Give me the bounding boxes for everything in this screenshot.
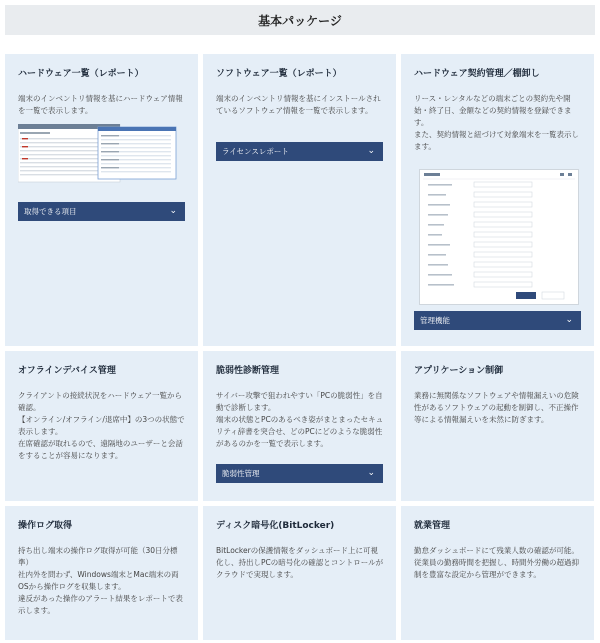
chevron-down-icon: ⌄ <box>565 315 573 325</box>
card-desc: また、契約情報と紐づけて対象端末を一覧表示します。 <box>414 130 579 151</box>
dropdown-management-features[interactable] <box>414 311 581 330</box>
card-title: ハードウェア一覧（レポート） <box>18 69 144 79</box>
card-title: 就業管理 <box>414 521 451 531</box>
contract-form-screenshot <box>419 169 579 305</box>
card-desc: 違反があった操作のアラート結果をレポートで表示します。 <box>18 594 183 615</box>
card-desc: リース・レンタルなどの端末ごとの契約先や開始・終了日、金額などの契約情報を登録できます。 <box>414 94 572 127</box>
card-desc: BitLockerの保護情報をダッシュボード上に可視化し、持出しPCの暗号化の確認とコントロールがクラウドで実現します。 <box>216 546 384 579</box>
card-title: ソフトウェア一覧（レポート） <box>216 69 342 79</box>
card-app-control <box>401 351 594 501</box>
dropdown-label: 脆弱性管理 <box>222 469 260 478</box>
card-desc: 【オンライン/オフライン/退席中】の3つの状態で表示します。 <box>18 415 185 436</box>
card-desc: 勤怠ダッシュボードにて残業人数の確認が可能。 <box>414 546 579 555</box>
card-title: ディスク暗号化(BitLocker) <box>216 521 335 531</box>
card-title: 脆弱性診断管理 <box>216 366 280 376</box>
card-desc: 業務に無関係なソフトウェアや情報漏えいの危険性があるソフトウェアの起動を制御し、不正操作等による情報漏えいを未然に防ぎます。 <box>414 391 579 424</box>
card-desc: 端末のインベントリ情報を基にハードウェア情報を一覧で表示します。 <box>18 94 183 115</box>
card-title: オフラインデバイス管理 <box>18 366 116 376</box>
card-desc: 従業員の勤務時間を把握し、時間外労働の超過抑制を豊富な設定から管理ができます。 <box>414 558 579 579</box>
dropdown-label: 管理機能 <box>420 316 450 325</box>
card-operation-log <box>5 506 198 640</box>
dropdown-license-report[interactable] <box>216 142 383 161</box>
card-desc: サイバー攻撃で狙われやすい「PCの脆弱性」を自動で診断します。 <box>216 391 383 412</box>
package-grid <box>5 54 595 640</box>
card-desc: 端末のインベントリ情報を基にインストールされているソフトウェア情報を一覧で表示します。 <box>216 94 381 115</box>
card-hardware-list <box>5 54 198 346</box>
chevron-down-icon: ⌄ <box>367 468 375 478</box>
dropdown-acquired-items[interactable] <box>18 202 185 221</box>
dropdown-label: 取得できる項目 <box>24 207 77 216</box>
card-software-list <box>203 54 396 346</box>
page-title: 基本パッケージ <box>258 13 342 28</box>
card-disk-encryption <box>203 506 396 640</box>
card-vulnerability <box>203 351 396 501</box>
card-title: 操作ログ取得 <box>18 521 73 531</box>
card-hardware-contract <box>401 54 594 346</box>
dropdown-label: ライセンスレポート <box>222 147 289 156</box>
card-title: ハードウェア契約管理／棚卸し <box>414 69 540 79</box>
hardware-list-screenshot <box>18 124 178 184</box>
card-desc: 端末の状態とPCのあるべき姿がまとまったセキュリティ辞書を突合せ、どのPCにどのような脆弱性があるのかを一覧で表示します。 <box>216 415 384 448</box>
card-desc: 持ち出し端末の操作ログ取得が可能（30日分標準） <box>18 546 178 567</box>
card-desc: 社内外を問わず、Windows端末とMac端末の両OSから操作ログを収集します。 <box>18 570 179 591</box>
chevron-down-icon: ⌄ <box>367 146 375 156</box>
card-offline-device <box>5 351 198 501</box>
page-header <box>5 5 595 35</box>
card-work-management <box>401 506 594 640</box>
card-desc: 在席確認が取れるので、遠隔地のユーザーと会話をすることが容易になります。 <box>18 439 183 460</box>
card-title: アプリケーション制御 <box>414 366 504 376</box>
chevron-down-icon: ⌄ <box>169 206 177 216</box>
dropdown-vulnerability-management[interactable] <box>216 464 383 483</box>
card-desc: クライアントの接続状況をハードウェア一覧から確認。 <box>18 391 182 412</box>
